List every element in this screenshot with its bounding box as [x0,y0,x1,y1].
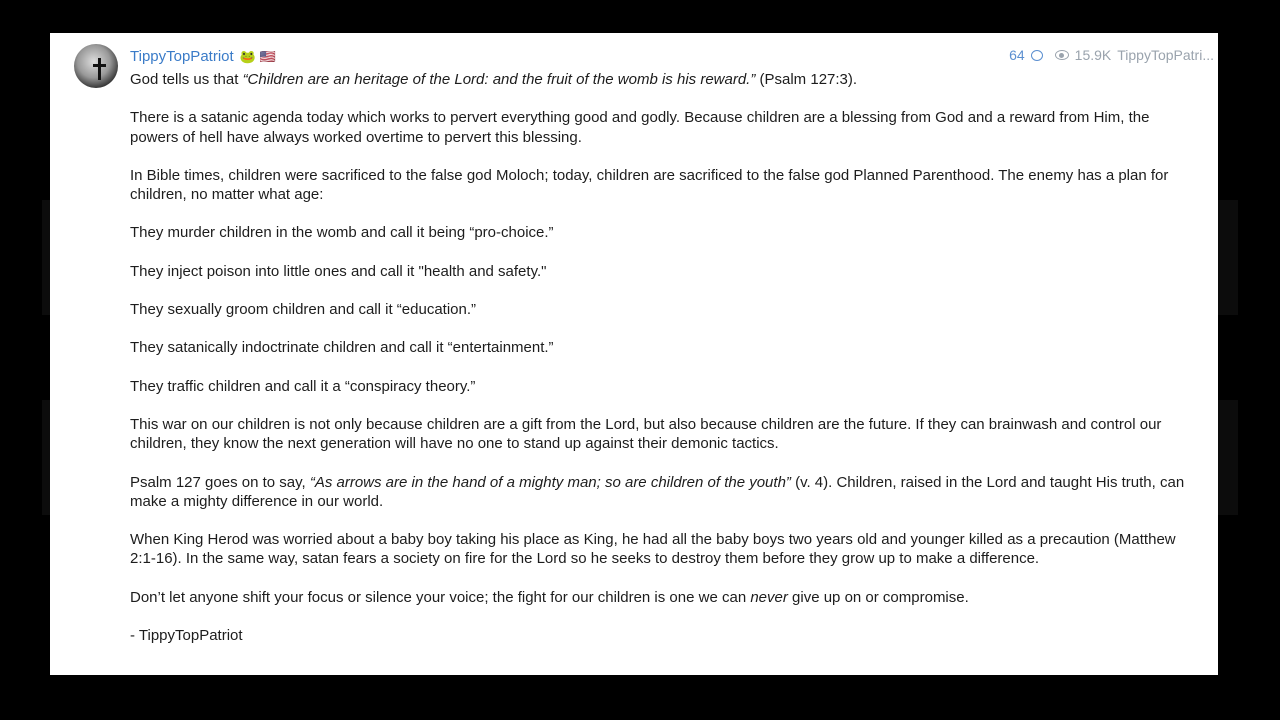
author-emojis: 🐸 🇺🇸 [239,48,276,64]
comments-count[interactable]: 64 [1009,47,1025,63]
post-body [130,70,1190,664]
avatar[interactable] [74,44,118,88]
signature: TippyTopPatri... [1117,47,1214,63]
post-paragraph [130,223,1190,242]
paragraph-text: They sexually groom children and call it “education.” [130,301,477,319]
cross-icon-bar [93,64,106,67]
eye-icon [1055,50,1069,60]
paragraph-text: - TippyTopPatriot [130,627,243,645]
post-paragraph [130,588,1190,607]
paragraph-text: They murder children in the womb and call it being “pro-choice.” [130,224,554,242]
post-meta [1009,47,1214,63]
author-name[interactable]: TippyTopPatriot [130,48,234,65]
paragraph-text: Psalm 127 goes on to say, [130,473,310,491]
views-count: 15.9K [1074,47,1112,63]
paragraph-text: give up on or compromise. [787,588,969,606]
paragraph-text: This war on our children is not only because children are a gift from the Lord, but also because children are the future. If they can brainwash and control our children, they know the next generation will have no one to stand up against their demonic tactics. [130,415,1162,453]
paragraph-text: (v. 4). Children, raised in the Lord and taught His truth, can make a mighty difference in our world. [130,473,1185,510]
italic-text: never [750,588,788,606]
post-header [130,48,276,65]
post-card [50,33,1218,675]
post-paragraph [130,108,1190,147]
post-paragraph [130,626,1190,645]
background-block [1218,200,1238,315]
post-paragraph [130,377,1190,396]
paragraph-text: When King Herod was worried about a baby boy taking his place as King, he had all the baby boys two years old and younger killed as a precaution (Matthew 2:1-16). In the same way, satan fears a society on fire for the Lord so he seeks to destroy them before they grow up to make a difference. [130,531,1176,568]
paragraph-text: Don’t let anyone shift your focus or silence your voice; the fight for our children is one we can [130,588,751,606]
paragraph-text: There is a satanic agenda today which works to pervert everything good and godly. Because children are a blessing from God and a reward from Him, the powers of hell have always worked overtime to pervert this blessing. [130,109,1150,146]
paragraph-text: In Bible times, children were sacrificed to the false god Moloch; today, children are sacrificed to the false god Planned Parenthood. The enemy has a plan for children, no matter what age: [130,166,1169,204]
italic-text: “Children are an heritage of the Lord: and the fruit of the womb is his reward.” [242,71,756,88]
cross-icon [98,58,101,80]
post-paragraph [130,262,1190,281]
background-block [1218,400,1238,515]
post-paragraph [130,338,1190,357]
comment-bubble-icon[interactable] [1031,50,1043,61]
italic-text: “As arrows are in the hand of a mighty man; so are children of the youth” [309,473,791,491]
paragraph-text: God tells us that [130,71,243,88]
post-paragraph [130,415,1190,454]
paragraph-text: (Psalm 127:3). [755,71,858,88]
post-paragraph [130,530,1190,569]
paragraph-text: They traffic children and call it a “conspiracy theory.” [130,377,476,395]
paragraph-text: They satanically indoctrinate children and call it “entertainment.” [130,339,554,357]
paragraph-text: They inject poison into little ones and call it "health and safety." [130,262,547,280]
post-paragraph [130,300,1190,319]
post-paragraph [130,473,1190,512]
post-paragraph [130,70,1190,89]
post-paragraph [130,166,1190,205]
